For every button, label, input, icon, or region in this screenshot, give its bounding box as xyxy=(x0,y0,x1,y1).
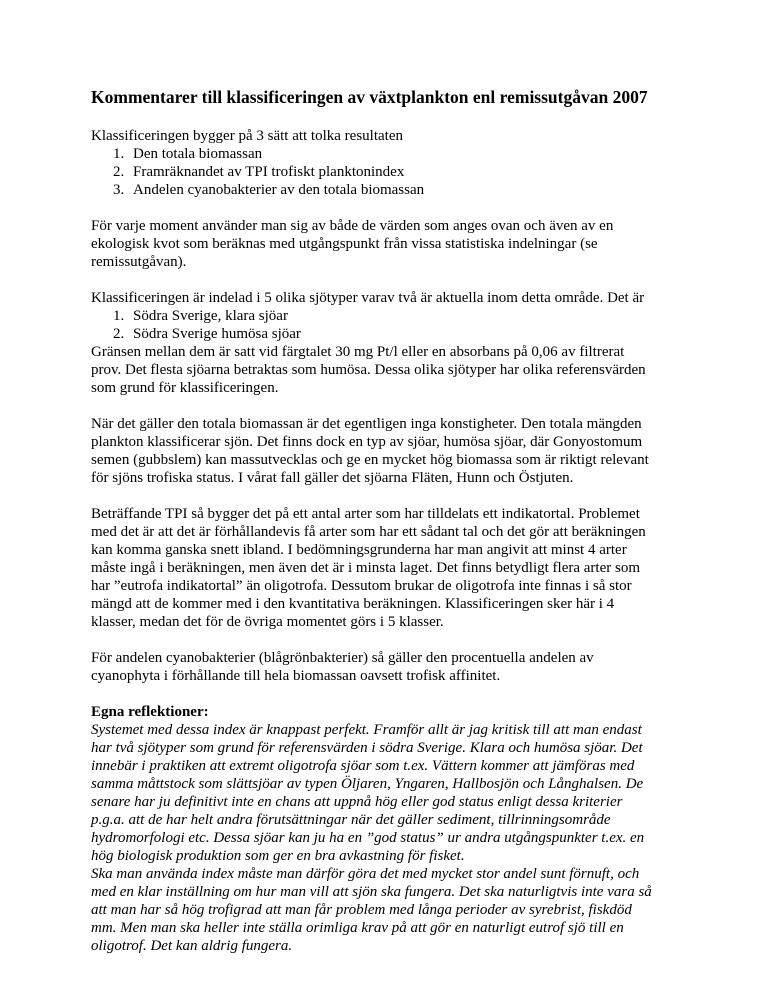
paragraph-tpi xyxy=(91,505,691,631)
document-page xyxy=(91,86,691,973)
reflection-line: senare har ju definitivt inte en chans att uppnå hög eller god status enligt dessa kriterier xyxy=(91,794,623,810)
paragraph-line: kan komma ganska snett ibland. I bedömningsgrunderna har man angivit att minst 4 arter xyxy=(91,542,627,558)
intro-lead: Klassificeringen bygger på 3 sätt att tolka resultaten xyxy=(91,128,403,144)
reflection-line: samma måttstock som slättsjöar av typen Öljaren, Yngaren, Hallbosjön och Långhalsen. De xyxy=(91,776,644,792)
paragraph-line: mängd att de kommer med i den kvantitativa beräkningen. Klassificeringen sker här i 4 xyxy=(91,596,615,612)
paragraph-line: har ”eutrofa indikatortal” än oligotrofa. Dessutom brukar de oligotrofa inte finnas i så stor xyxy=(91,578,632,594)
lake-type-item: 2. Södra Sverige humösa sjöar xyxy=(113,326,301,342)
paragraph-lake-types xyxy=(91,289,691,397)
intro-list-item: 3. Andelen cyanobakterier av den totala biomassan xyxy=(113,182,425,198)
reflections-section xyxy=(91,703,691,955)
paragraph-line: måste ingå i beräkningen, men även det är i minsta laget. Det finns betydligt flera arter som xyxy=(91,560,640,576)
reflection-line: oligotrof. Det kan aldrig fungera. xyxy=(91,938,293,954)
lake-type-item: 1. Södra Sverige, klara sjöar xyxy=(113,308,288,324)
paragraph-line: cyanophyta i förhållande till hela biomassan oavsett trofisk affinitet. xyxy=(91,668,501,684)
document-title: Kommentarer till klassificeringen av växtplankton enl remissutgåvan 2007 xyxy=(91,87,648,107)
reflection-line: innebär i praktiken att extremt oligotrofa sjöar som t.ex. Vättern kommer att jämföras med xyxy=(91,758,635,774)
paragraph-line: prov. Det flesta sjöarna betraktas som humösa. Dessa olika sjötyper har olika referensvärden xyxy=(91,362,646,378)
reflection-line: har två sjötyper som grund för referensvärden i södra Sverige. Klara och humösa sjöar. Det xyxy=(91,740,643,756)
paragraph-line: ekologisk kvot som beräknas med utgångspunkt från vissa statistiska indelningar (se xyxy=(91,236,598,252)
reflection-line: p.g.a. att de har helt andra förutsättningar när det gäller sediment, tillrinningsområde xyxy=(91,812,611,828)
reflection-line: hög biologisk produktion som ger en bra avkastning för fisket. xyxy=(91,848,465,864)
paragraph-line: plankton klassificerar sjön. Det finns dock en typ av sjöar, humösa sjöar, där Gonyostomum xyxy=(91,434,643,450)
paragraph-line: Beträffande TPI så bygger det på ett antal arter som har tilldelats ett indikatortal. Problemet xyxy=(91,506,640,522)
reflection-line: Ska man använda index måste man därför göra det med mycket stor andel sunt förnuft, och xyxy=(91,866,640,882)
paragraph-line: För varje moment använder man sig av både de värden som anges ovan och även av en xyxy=(91,218,614,234)
intro-section xyxy=(91,127,691,199)
paragraph-line: Gränsen mellan dem är satt vid färgtalet 30 mg Pt/l eller en absorbans på 0,06 av filtrerat xyxy=(91,344,625,360)
reflection-line: hydromorfologi etc. Dessa sjöar kan ju ha en ”god status” ur andra utgångspunkter t.ex. en xyxy=(91,830,645,846)
reflection-line: att man har så hög trofigrad att man får problem med långa perioder av syrebrist, fiskdöd xyxy=(91,902,632,918)
paragraph-line: remissutgåvan). xyxy=(91,254,187,270)
paragraph-cyanobacteria xyxy=(91,649,691,685)
reflection-line: med en klar inställning om hur man vill att sjön ska fungera. Det ska naturligtvis inte vara så xyxy=(91,884,652,900)
paragraph-line: klasser, medan det för de övriga momentet görs i 5 klasser. xyxy=(91,614,444,630)
paragraph-line: semen (gubbslem) kan massutvecklas och ge en mycket hög biomassa som är riktigt relevant xyxy=(91,452,649,468)
paragraph-ecological-ratio xyxy=(91,217,691,271)
reflections-heading: Egna reflektioner: xyxy=(91,704,209,720)
paragraph-line: När det gäller den totala biomassan är det egentligen inga konstigheter. Den totala mängden xyxy=(91,416,642,432)
paragraph-line: för sjöns trofiska status. I vårat fall gäller det sjöarna Fläten, Hunn och Östjuten. xyxy=(91,470,574,486)
reflection-line: mm. Men man ska heller inte ställa orimliga krav på att gör en naturligt eutrof sjö till en xyxy=(91,920,624,936)
reflection-line: Systemet med dessa index är knappast perfekt. Framför allt är jag kritisk till att man endast xyxy=(91,722,642,738)
intro-list-item: 2. Framräknandet av TPI trofiskt planktonindex xyxy=(113,164,405,180)
paragraph-line: Klassificeringen är indelad i 5 olika sjötyper varav två är aktuella inom detta område. Det är xyxy=(91,290,645,306)
paragraph-line: med det är att det är förhållandevis få arter som har ett sådant tal och det gör att beräkningen xyxy=(91,524,646,540)
paragraph-line: För andelen cyanobakterier (blågrönbakterier) så gäller den procentuella andelen av xyxy=(91,650,594,666)
paragraph-line: som grund för klassificeringen. xyxy=(91,380,279,396)
intro-list-item: 1. Den totala biomassan xyxy=(113,146,263,162)
paragraph-total-biomass xyxy=(91,415,691,487)
